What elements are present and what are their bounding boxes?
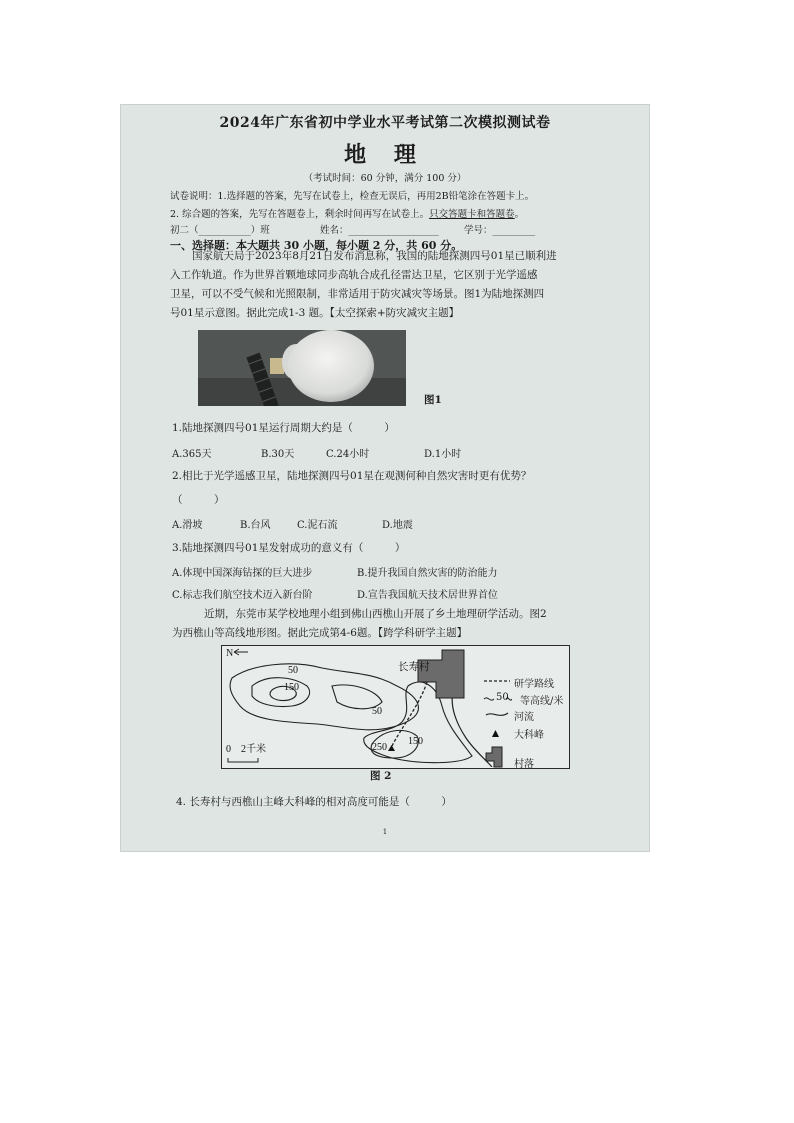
question-2-option-d: D.地震 <box>382 520 413 531</box>
question-1-option-c: C.24小时 <box>326 449 370 460</box>
figure-2-caption: 图 2 <box>370 770 392 782</box>
exam-title: 2024年广东省初中学业水平考试第二次模拟测试卷 <box>219 115 551 131</box>
scale-label: 0 2千米 <box>226 744 266 755</box>
instruction-line-2 <box>170 206 524 220</box>
legend-contour-value: 50 <box>496 692 509 703</box>
passage-2-line-2: 为西樵山等高线地形图。据此完成第4-6题。【跨学科研学主题】 <box>172 627 468 639</box>
instruction-line-2-end: 。 <box>514 209 525 220</box>
north-label: N <box>226 648 234 659</box>
question-4-stem: 4. 长寿村与西樵山主峰大科峰的相对高度可能是（ ） <box>176 796 452 808</box>
question-3-option-b: B.提升我国自然灾害的防治能力 <box>357 568 498 579</box>
page-number: 1 <box>382 828 388 836</box>
question-3-option-d: D.宣告我国航天技术居世界首位 <box>357 590 498 601</box>
contour-label-4: 150 <box>408 736 423 747</box>
question-2-stem-cont: （ ） <box>172 494 225 506</box>
contour-label-3: 50 <box>372 706 382 717</box>
contour-line <box>252 678 310 707</box>
contour-map-drawing <box>222 646 568 767</box>
question-1-stem: 1.陆地探测四号01星运行周期大约是（ ） <box>172 422 395 434</box>
legend-contour-label: 等高线/米 <box>520 696 564 707</box>
contour-label-5: 250 <box>372 742 387 753</box>
section-1-heading: 一、选择题：本大题共 30 小题，每小题 2 分，共 60 分。 <box>170 239 463 252</box>
student-id-field: 学号：_________ <box>464 225 536 236</box>
north-arrow <box>234 649 248 655</box>
figure-1-caption: 图1 <box>424 394 442 406</box>
intro-line-1: 国家航天局于2023年8月21日发布消息称，我国的陆地探测四号01星已顺利进 <box>192 250 557 262</box>
contour-label-1: 50 <box>288 665 298 676</box>
subject-title: 地 理 <box>344 142 426 168</box>
passage-2-line-1: 近期，东莞市某学校地理小组到佛山西樵山开展了乡土地理研学活动。图2 <box>204 608 547 620</box>
contour-map <box>221 645 570 769</box>
legend-peak-symbol <box>492 730 499 737</box>
legend-route-label: 研学路线 <box>514 679 554 690</box>
question-3-option-c: C.标志我们航空技术迈入新台阶 <box>172 590 313 601</box>
intro-line-2: 入工作轨道。作为世界首颗地球同步高轨合成孔径雷达卫星，它区别于光学遥感 <box>170 269 538 281</box>
student-class-field: 初二（___________）班 <box>170 225 270 236</box>
exam-paper <box>120 104 650 852</box>
question-1-option-a: A.365天 <box>172 449 212 460</box>
question-2-stem: 2.相比于光学遥感卫星，陆地探测四号01星在观测何种自然灾害时更有优势？ <box>172 470 532 482</box>
legend-village-label: 村落 <box>514 759 534 770</box>
exam-time: （考试时间：60 分钟，满分 100 分） <box>303 173 467 184</box>
contour-line <box>230 664 418 730</box>
legend-river-label: 河流 <box>514 712 534 723</box>
village-shape <box>418 650 464 698</box>
legend-village-symbol <box>486 747 502 767</box>
legend-river-symbol <box>486 713 508 715</box>
question-1-option-d: D.1小时 <box>424 449 462 460</box>
intro-line-4: 号01星示意图。据此完成1-3 题。【太空探索+防灾减灾主题】 <box>170 307 460 319</box>
student-name-field: 姓名：___________________ <box>320 225 439 236</box>
satellite-photo <box>198 330 406 406</box>
village-label: 长寿村 <box>398 662 430 673</box>
contour-label-2: 150 <box>284 682 299 693</box>
scale-bar <box>228 758 258 762</box>
question-1-option-b: B.30天 <box>261 449 295 460</box>
peak-marker <box>388 745 395 751</box>
instruction-line-2-main: 2. 综合题的答案，先写在答题卷上，剩余时间再写在试卷上。 <box>170 209 430 220</box>
question-2-option-a: A.滑坡 <box>172 520 203 531</box>
instruction-line-2-underlined: 只交答题卡和答题卷 <box>429 209 515 220</box>
legend-peak-label: 大科峰 <box>514 730 544 741</box>
question-3-option-a: A.体现中国深海钻探的巨大进步 <box>172 568 313 579</box>
question-2-option-c: C.泥石流 <box>297 520 338 531</box>
question-3-stem: 3.陆地探测四号01星发射成功的意义有（ ） <box>172 542 406 554</box>
question-2-option-b: B.台风 <box>240 520 271 531</box>
intro-line-3: 卫星，可以不受气候和光照限制，非常适用于防灾减灾等场景。图1为陆地探测四 <box>170 288 545 300</box>
satellite-illustration <box>198 330 406 406</box>
instruction-line-1: 试卷说明：1.选择题的答案，先写在试卷上，检查无误后，再用2B铅笔涂在答题卡上。 <box>170 191 535 202</box>
